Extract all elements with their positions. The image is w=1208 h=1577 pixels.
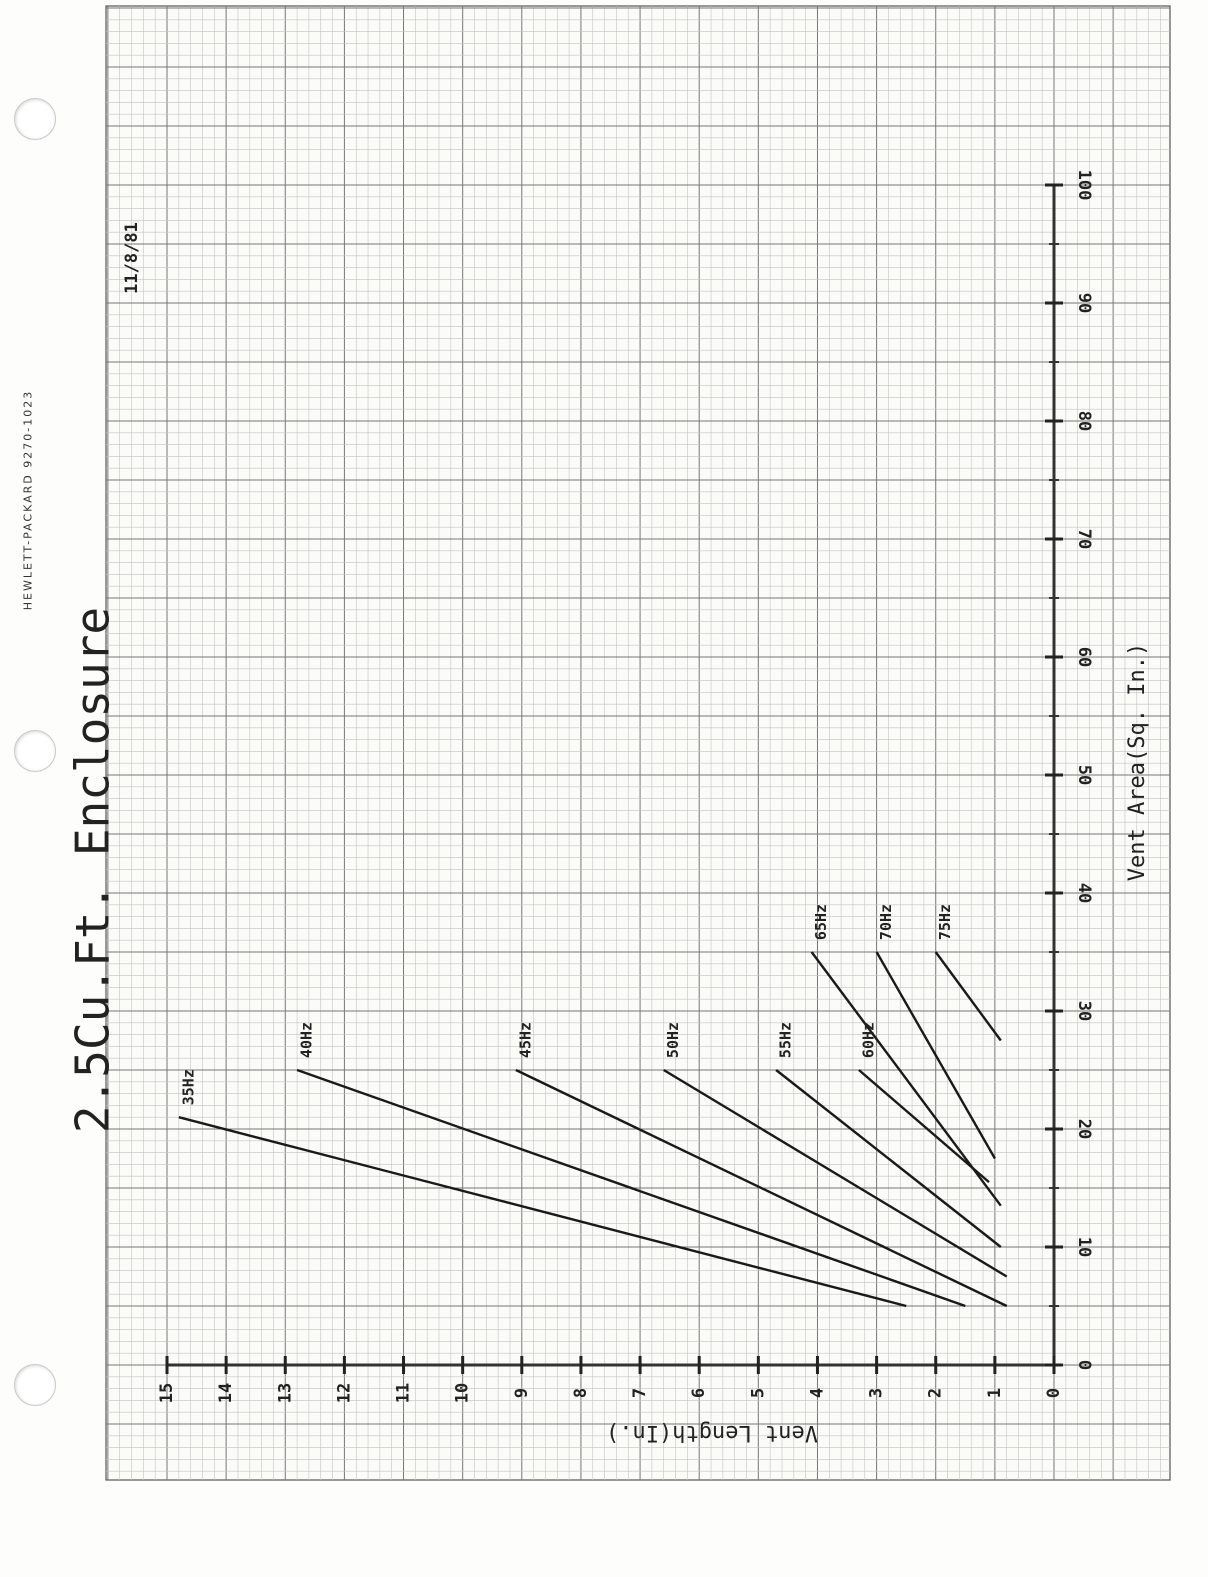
y-tick-label: 8 [570,1387,591,1399]
y-tick-label: 5 [748,1387,769,1399]
x-axis-title: Vent Area(Sq. In.) [1125,642,1150,882]
series-label: 45Hz [516,1021,535,1059]
x-tick-label: 60 [1074,646,1094,668]
y-tick-label: 6 [689,1387,710,1399]
series-label: 55Hz [776,1021,795,1059]
x-tick-label: 40 [1074,882,1094,904]
y-tick-label: 10 [452,1382,473,1404]
binder-hole-top [14,98,56,140]
y-tick-label: 15 [157,1382,177,1404]
x-tick-label: 80 [1074,410,1094,432]
series-label: 70Hz [877,903,896,941]
y-tick-label: 3 [866,1387,887,1399]
y-tick-label: 7 [630,1387,651,1399]
y-tick-label: 1 [984,1387,1005,1399]
x-tick-label: 20 [1074,1118,1094,1140]
series-label: 40Hz [297,1021,316,1059]
chart-title: 2.5Cu.Ft. Enclosure [65,606,120,1134]
x-tick-label: 100 [1074,169,1094,201]
series-label: 35Hz [179,1069,198,1106]
x-tick-label: 90 [1074,292,1094,314]
series-label: 65Hz [812,903,831,941]
series-label: 75Hz [936,903,955,941]
series-label: 50Hz [664,1021,683,1059]
paper-brand-label: HEWLETT-PACKARD 9270-1023 [21,389,35,611]
chart-date: 11/8/81 [122,222,142,294]
y-tick-label: 2 [925,1387,946,1399]
y-tick-label: 4 [807,1387,828,1399]
y-axis-title: Vent Length(In.) [606,1420,818,1445]
y-tick-label: 12 [334,1382,355,1404]
y-tick-label: 9 [511,1387,532,1399]
y-tick-label: 13 [275,1382,296,1404]
x-tick-label: 70 [1074,528,1094,550]
binder-hole-bottom [14,1364,56,1406]
binder-hole-middle [14,730,56,772]
grid [106,6,1170,1480]
series-label: 60Hz [859,1021,878,1059]
y-tick-label: 0 [1044,1387,1064,1399]
y-tick-label: 11 [393,1382,414,1404]
x-tick-label: 30 [1074,1000,1094,1022]
x-tick-label: 50 [1074,764,1094,786]
x-tick-label: 10 [1074,1236,1094,1258]
x-tick-label: 0 [1074,1359,1094,1371]
y-tick-label: 14 [216,1382,237,1404]
